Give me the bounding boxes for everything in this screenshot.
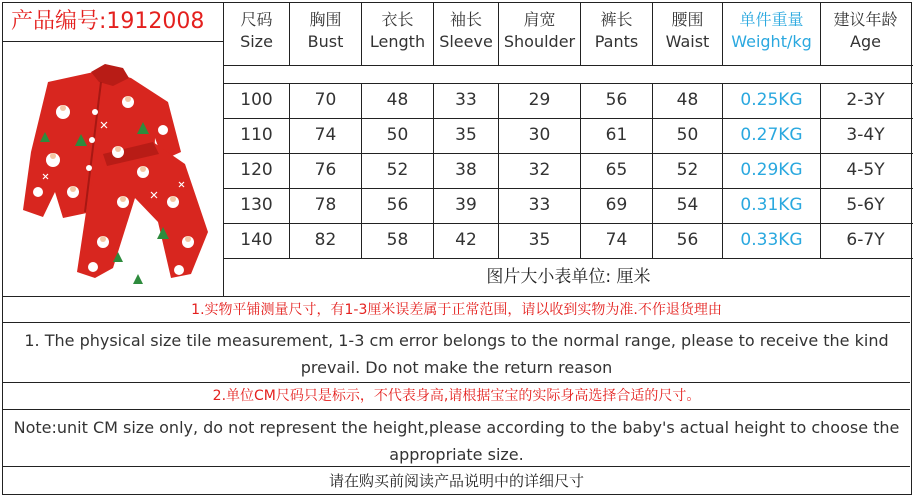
note-1-en: 1. The physical size tile measurement, 1-3 cm error belongs to the normal range, please to receive the kind prevail. Do not make the return reason (3, 322, 910, 382)
table-row (224, 223, 913, 258)
cell-shoulder: 30 (499, 118, 581, 153)
size-chart (2, 2, 912, 495)
cell-length: 56 (362, 188, 434, 223)
cell-waist: 48 (653, 83, 723, 118)
unit-caption: 图片大小表单位: 厘米 (486, 267, 651, 287)
table-row (224, 188, 913, 223)
table-row (224, 153, 913, 188)
cell-sleeve: 42 (434, 223, 499, 258)
cell-age: 4-5Y (846, 160, 885, 180)
cell-weight: 0.33KG (723, 223, 821, 258)
header-waist: 腰围 Waist (653, 3, 723, 65)
cell-size: 140 (224, 223, 290, 258)
header-weight: 单件重量 Weight/kg (723, 3, 821, 65)
header-age: 建议年龄 Age (833, 10, 898, 51)
cell-bust: 76 (290, 153, 362, 188)
cell-sleeve: 38 (434, 153, 499, 188)
cell-length: 48 (362, 83, 434, 118)
footer-note: 请在购买前阅读产品说明中的详细尺寸 (3, 466, 910, 494)
table-rule (224, 65, 913, 66)
cell-bust: 70 (290, 83, 362, 118)
cell-weight: 0.25KG (723, 83, 821, 118)
product-code: 产品编号:1912008 (3, 3, 224, 41)
cell-sleeve: 39 (434, 188, 499, 223)
cell-size: 110 (224, 118, 290, 153)
cell-bust: 82 (290, 223, 362, 258)
cell-bust: 74 (290, 118, 362, 153)
cell-shoulder: 29 (499, 83, 581, 118)
header-size: 尺码 Size (224, 3, 290, 65)
cell-pants: 56 (581, 83, 653, 118)
cell-size: 130 (224, 188, 290, 223)
cell-size: 120 (224, 153, 290, 188)
header-pants: 裤长 Pants (581, 3, 653, 65)
cell-bust: 78 (290, 188, 362, 223)
cell-age: 5-6Y (846, 195, 885, 215)
cell-waist: 54 (653, 188, 723, 223)
cell-shoulder: 35 (499, 223, 581, 258)
cell-shoulder: 33 (499, 188, 581, 223)
cell-waist: 56 (653, 223, 723, 258)
cell-size: 100 (224, 83, 290, 118)
cell-length: 50 (362, 118, 434, 153)
cell-waist: 52 (653, 153, 723, 188)
cell-age: 6-7Y (846, 230, 885, 250)
cell-length: 58 (362, 223, 434, 258)
cell-age: 2-3Y (846, 90, 885, 110)
note-1-cn: 1.实物平铺测量尺寸，有1-3厘米误差属于正常范围，请以收到实物为准.不作退货理由 (3, 296, 910, 322)
cell-sleeve: 35 (434, 118, 499, 153)
cell-sleeve: 33 (434, 83, 499, 118)
note-2-en: Note:unit CM size only, do not represent the height,please according to the baby's actual height to choose the appropriate size. (3, 409, 910, 466)
header-shoulder: 肩宽 Shoulder (499, 3, 581, 65)
cell-pants: 74 (581, 223, 653, 258)
cell-weight: 0.31KG (723, 188, 821, 223)
cell-pants: 65 (581, 153, 653, 188)
note-2-cn: 2.单位CM尺码只是标示，不代表身高,请根据宝宝的实际身高选择合适的尺寸。 (3, 382, 910, 409)
header-length: 衣长 Length (362, 3, 434, 65)
cell-pants: 61 (581, 118, 653, 153)
cell-age: 3-4Y (846, 125, 885, 145)
product-photo (3, 41, 224, 296)
pajama-set-illustration (3, 42, 224, 296)
header-bust: 胸围 Bust (290, 3, 362, 65)
cell-waist: 50 (653, 118, 723, 153)
cell-weight: 0.29KG (723, 153, 821, 188)
cell-shoulder: 32 (499, 153, 581, 188)
table-row (224, 83, 913, 118)
cell-pants: 69 (581, 188, 653, 223)
header-sleeve: 袖长 Sleeve (434, 3, 499, 65)
cell-length: 52 (362, 153, 434, 188)
table-row (224, 118, 913, 153)
cell-weight: 0.27KG (723, 118, 821, 153)
